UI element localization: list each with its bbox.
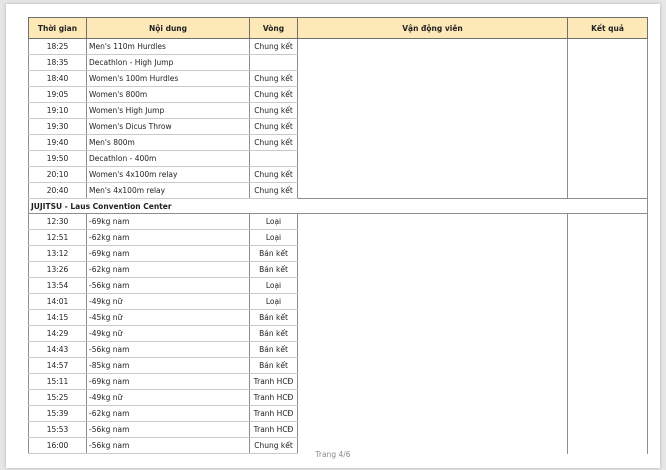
event-cell: -56kg nam bbox=[87, 278, 250, 294]
result-cell bbox=[568, 406, 648, 422]
round-cell: Tranh HCĐ bbox=[250, 422, 298, 438]
time-cell: 13:54 bbox=[29, 278, 87, 294]
table-row bbox=[29, 342, 648, 358]
table-row bbox=[29, 374, 648, 390]
event-cell: -69kg nam bbox=[87, 214, 250, 230]
section-header-row bbox=[29, 199, 648, 214]
time-cell: 15:25 bbox=[29, 390, 87, 406]
time-cell: 15:11 bbox=[29, 374, 87, 390]
event-cell: Women's 4x100m relay bbox=[87, 167, 250, 183]
athlete-cell bbox=[298, 103, 568, 119]
table-row bbox=[29, 390, 648, 406]
table-row bbox=[29, 246, 648, 262]
athlete-cell bbox=[298, 55, 568, 71]
athlete-cell bbox=[298, 422, 568, 438]
time-cell: 14:43 bbox=[29, 342, 87, 358]
event-cell: Men's 4x100m relay bbox=[87, 183, 250, 199]
round-cell: Chung kết bbox=[250, 438, 298, 454]
athlete-cell bbox=[298, 390, 568, 406]
athlete-cell bbox=[298, 214, 568, 230]
time-cell: 20:40 bbox=[29, 183, 87, 199]
header-athlete: Vận động viên bbox=[298, 18, 568, 39]
athlete-cell bbox=[298, 310, 568, 326]
event-cell: -85kg nam bbox=[87, 358, 250, 374]
result-cell bbox=[568, 278, 648, 294]
athlete-cell bbox=[298, 39, 568, 55]
result-cell bbox=[568, 262, 648, 278]
event-cell: Men's 800m bbox=[87, 135, 250, 151]
round-cell: Loại bbox=[250, 214, 298, 230]
time-cell: 13:26 bbox=[29, 262, 87, 278]
time-cell: 15:53 bbox=[29, 422, 87, 438]
header-time: Thời gian bbox=[29, 18, 87, 39]
event-cell: Decathlon - 400m bbox=[87, 151, 250, 167]
time-cell: 12:51 bbox=[29, 230, 87, 246]
result-cell bbox=[568, 310, 648, 326]
time-cell: 20:10 bbox=[29, 167, 87, 183]
time-cell: 18:35 bbox=[29, 55, 87, 71]
athlete-cell bbox=[298, 87, 568, 103]
round-cell: Chung kết bbox=[250, 71, 298, 87]
round-cell: Loại bbox=[250, 294, 298, 310]
result-cell bbox=[568, 422, 648, 438]
time-cell: 14:01 bbox=[29, 294, 87, 310]
athlete-cell bbox=[298, 326, 568, 342]
round-cell: Chung kết bbox=[250, 183, 298, 199]
time-cell: 18:40 bbox=[29, 71, 87, 87]
athlete-cell bbox=[298, 294, 568, 310]
round-cell: Chung kết bbox=[250, 135, 298, 151]
event-cell: -69kg nam bbox=[87, 246, 250, 262]
result-cell bbox=[568, 183, 648, 199]
round-cell: Tranh HCĐ bbox=[250, 374, 298, 390]
result-cell bbox=[568, 39, 648, 55]
table-row bbox=[29, 214, 648, 230]
athlete-cell bbox=[298, 230, 568, 246]
event-cell: Women's 100m Hurdles bbox=[87, 71, 250, 87]
round-cell: Tranh HCĐ bbox=[250, 406, 298, 422]
round-cell bbox=[250, 151, 298, 167]
athlete-cell bbox=[298, 135, 568, 151]
table-row bbox=[29, 167, 648, 183]
round-cell: Loại bbox=[250, 278, 298, 294]
table-row bbox=[29, 278, 648, 294]
result-cell bbox=[568, 71, 648, 87]
athlete-cell bbox=[298, 406, 568, 422]
round-cell: Bán kết bbox=[250, 310, 298, 326]
schedule-table bbox=[28, 17, 648, 454]
time-cell: 14:57 bbox=[29, 358, 87, 374]
table-row bbox=[29, 406, 648, 422]
time-cell: 18:25 bbox=[29, 39, 87, 55]
table-header-row bbox=[29, 18, 648, 39]
header-result: Kết quả bbox=[568, 18, 648, 39]
round-cell: Chung kết bbox=[250, 167, 298, 183]
page-number: Trang 4/6 bbox=[315, 450, 351, 459]
result-cell bbox=[568, 358, 648, 374]
event-cell: -56kg nam bbox=[87, 342, 250, 358]
table-row bbox=[29, 358, 648, 374]
event-cell: Women's 800m bbox=[87, 87, 250, 103]
time-cell: 13:12 bbox=[29, 246, 87, 262]
round-cell: Chung kết bbox=[250, 103, 298, 119]
athlete-cell bbox=[298, 358, 568, 374]
table-row bbox=[29, 39, 648, 55]
round-cell: Chung kết bbox=[250, 39, 298, 55]
athlete-cell bbox=[298, 167, 568, 183]
result-cell bbox=[568, 55, 648, 71]
table-row bbox=[29, 71, 648, 87]
event-cell: -62kg nam bbox=[87, 230, 250, 246]
round-cell: Bán kết bbox=[250, 246, 298, 262]
time-cell: 12:30 bbox=[29, 214, 87, 230]
time-cell: 19:10 bbox=[29, 103, 87, 119]
event-cell: Decathlon - High Jump bbox=[87, 55, 250, 71]
event-cell: -56kg nam bbox=[87, 422, 250, 438]
athlete-cell bbox=[298, 342, 568, 358]
result-cell bbox=[568, 135, 648, 151]
athlete-cell bbox=[298, 183, 568, 199]
event-cell: Men's 110m Hurdles bbox=[87, 39, 250, 55]
athlete-cell bbox=[298, 262, 568, 278]
time-cell: 14:15 bbox=[29, 310, 87, 326]
table-row bbox=[29, 310, 648, 326]
time-cell: 16:00 bbox=[29, 438, 87, 454]
section-title: JUJITSU - Laus Convention Center bbox=[29, 199, 648, 214]
table-row bbox=[29, 230, 648, 246]
table-row bbox=[29, 422, 648, 438]
result-cell bbox=[568, 294, 648, 310]
table-row bbox=[29, 135, 648, 151]
athlete-cell bbox=[298, 278, 568, 294]
athlete-cell bbox=[298, 71, 568, 87]
event-cell: Women's High Jump bbox=[87, 103, 250, 119]
schedule-body bbox=[29, 39, 648, 454]
event-cell: -49kg nữ bbox=[87, 390, 250, 406]
event-cell: -56kg nam bbox=[87, 438, 250, 454]
table-row bbox=[29, 294, 648, 310]
result-cell bbox=[568, 342, 648, 358]
result-cell bbox=[568, 214, 648, 230]
table-row bbox=[29, 87, 648, 103]
event-cell: -69kg nam bbox=[87, 374, 250, 390]
time-cell: 15:39 bbox=[29, 406, 87, 422]
athlete-cell bbox=[298, 246, 568, 262]
header-round: Vòng bbox=[250, 18, 298, 39]
round-cell bbox=[250, 55, 298, 71]
result-cell bbox=[568, 119, 648, 135]
event-cell: -45kg nữ bbox=[87, 310, 250, 326]
result-cell bbox=[568, 103, 648, 119]
event-cell: -49kg nữ bbox=[87, 326, 250, 342]
time-cell: 14:29 bbox=[29, 326, 87, 342]
round-cell: Bán kết bbox=[250, 262, 298, 278]
result-cell bbox=[568, 246, 648, 262]
result-cell bbox=[568, 374, 648, 390]
event-cell: -49kg nữ bbox=[87, 294, 250, 310]
time-cell: 19:05 bbox=[29, 87, 87, 103]
event-cell: -62kg nam bbox=[87, 406, 250, 422]
result-cell bbox=[568, 390, 648, 406]
result-cell bbox=[568, 87, 648, 103]
table-row bbox=[29, 151, 648, 167]
athlete-cell bbox=[298, 119, 568, 135]
round-cell: Loại bbox=[250, 230, 298, 246]
result-cell bbox=[568, 326, 648, 342]
round-cell: Tranh HCĐ bbox=[250, 390, 298, 406]
round-cell: Bán kết bbox=[250, 326, 298, 342]
document-page bbox=[6, 4, 660, 468]
table-row bbox=[29, 55, 648, 71]
time-cell: 19:50 bbox=[29, 151, 87, 167]
event-cell: -62kg nam bbox=[87, 262, 250, 278]
table-row bbox=[29, 103, 648, 119]
time-cell: 19:30 bbox=[29, 119, 87, 135]
table-row bbox=[29, 262, 648, 278]
round-cell: Bán kết bbox=[250, 358, 298, 374]
round-cell: Chung kết bbox=[250, 119, 298, 135]
athlete-cell bbox=[298, 151, 568, 167]
table-row bbox=[29, 183, 648, 199]
header-event: Nội dung bbox=[87, 18, 250, 39]
result-cell bbox=[568, 167, 648, 183]
result-cell bbox=[568, 230, 648, 246]
table-row bbox=[29, 119, 648, 135]
round-cell: Chung kết bbox=[250, 87, 298, 103]
event-cell: Women's Dicus Throw bbox=[87, 119, 250, 135]
athlete-cell bbox=[298, 374, 568, 390]
table-row bbox=[29, 326, 648, 342]
round-cell: Bán kết bbox=[250, 342, 298, 358]
result-cell bbox=[568, 151, 648, 167]
time-cell: 19:40 bbox=[29, 135, 87, 151]
